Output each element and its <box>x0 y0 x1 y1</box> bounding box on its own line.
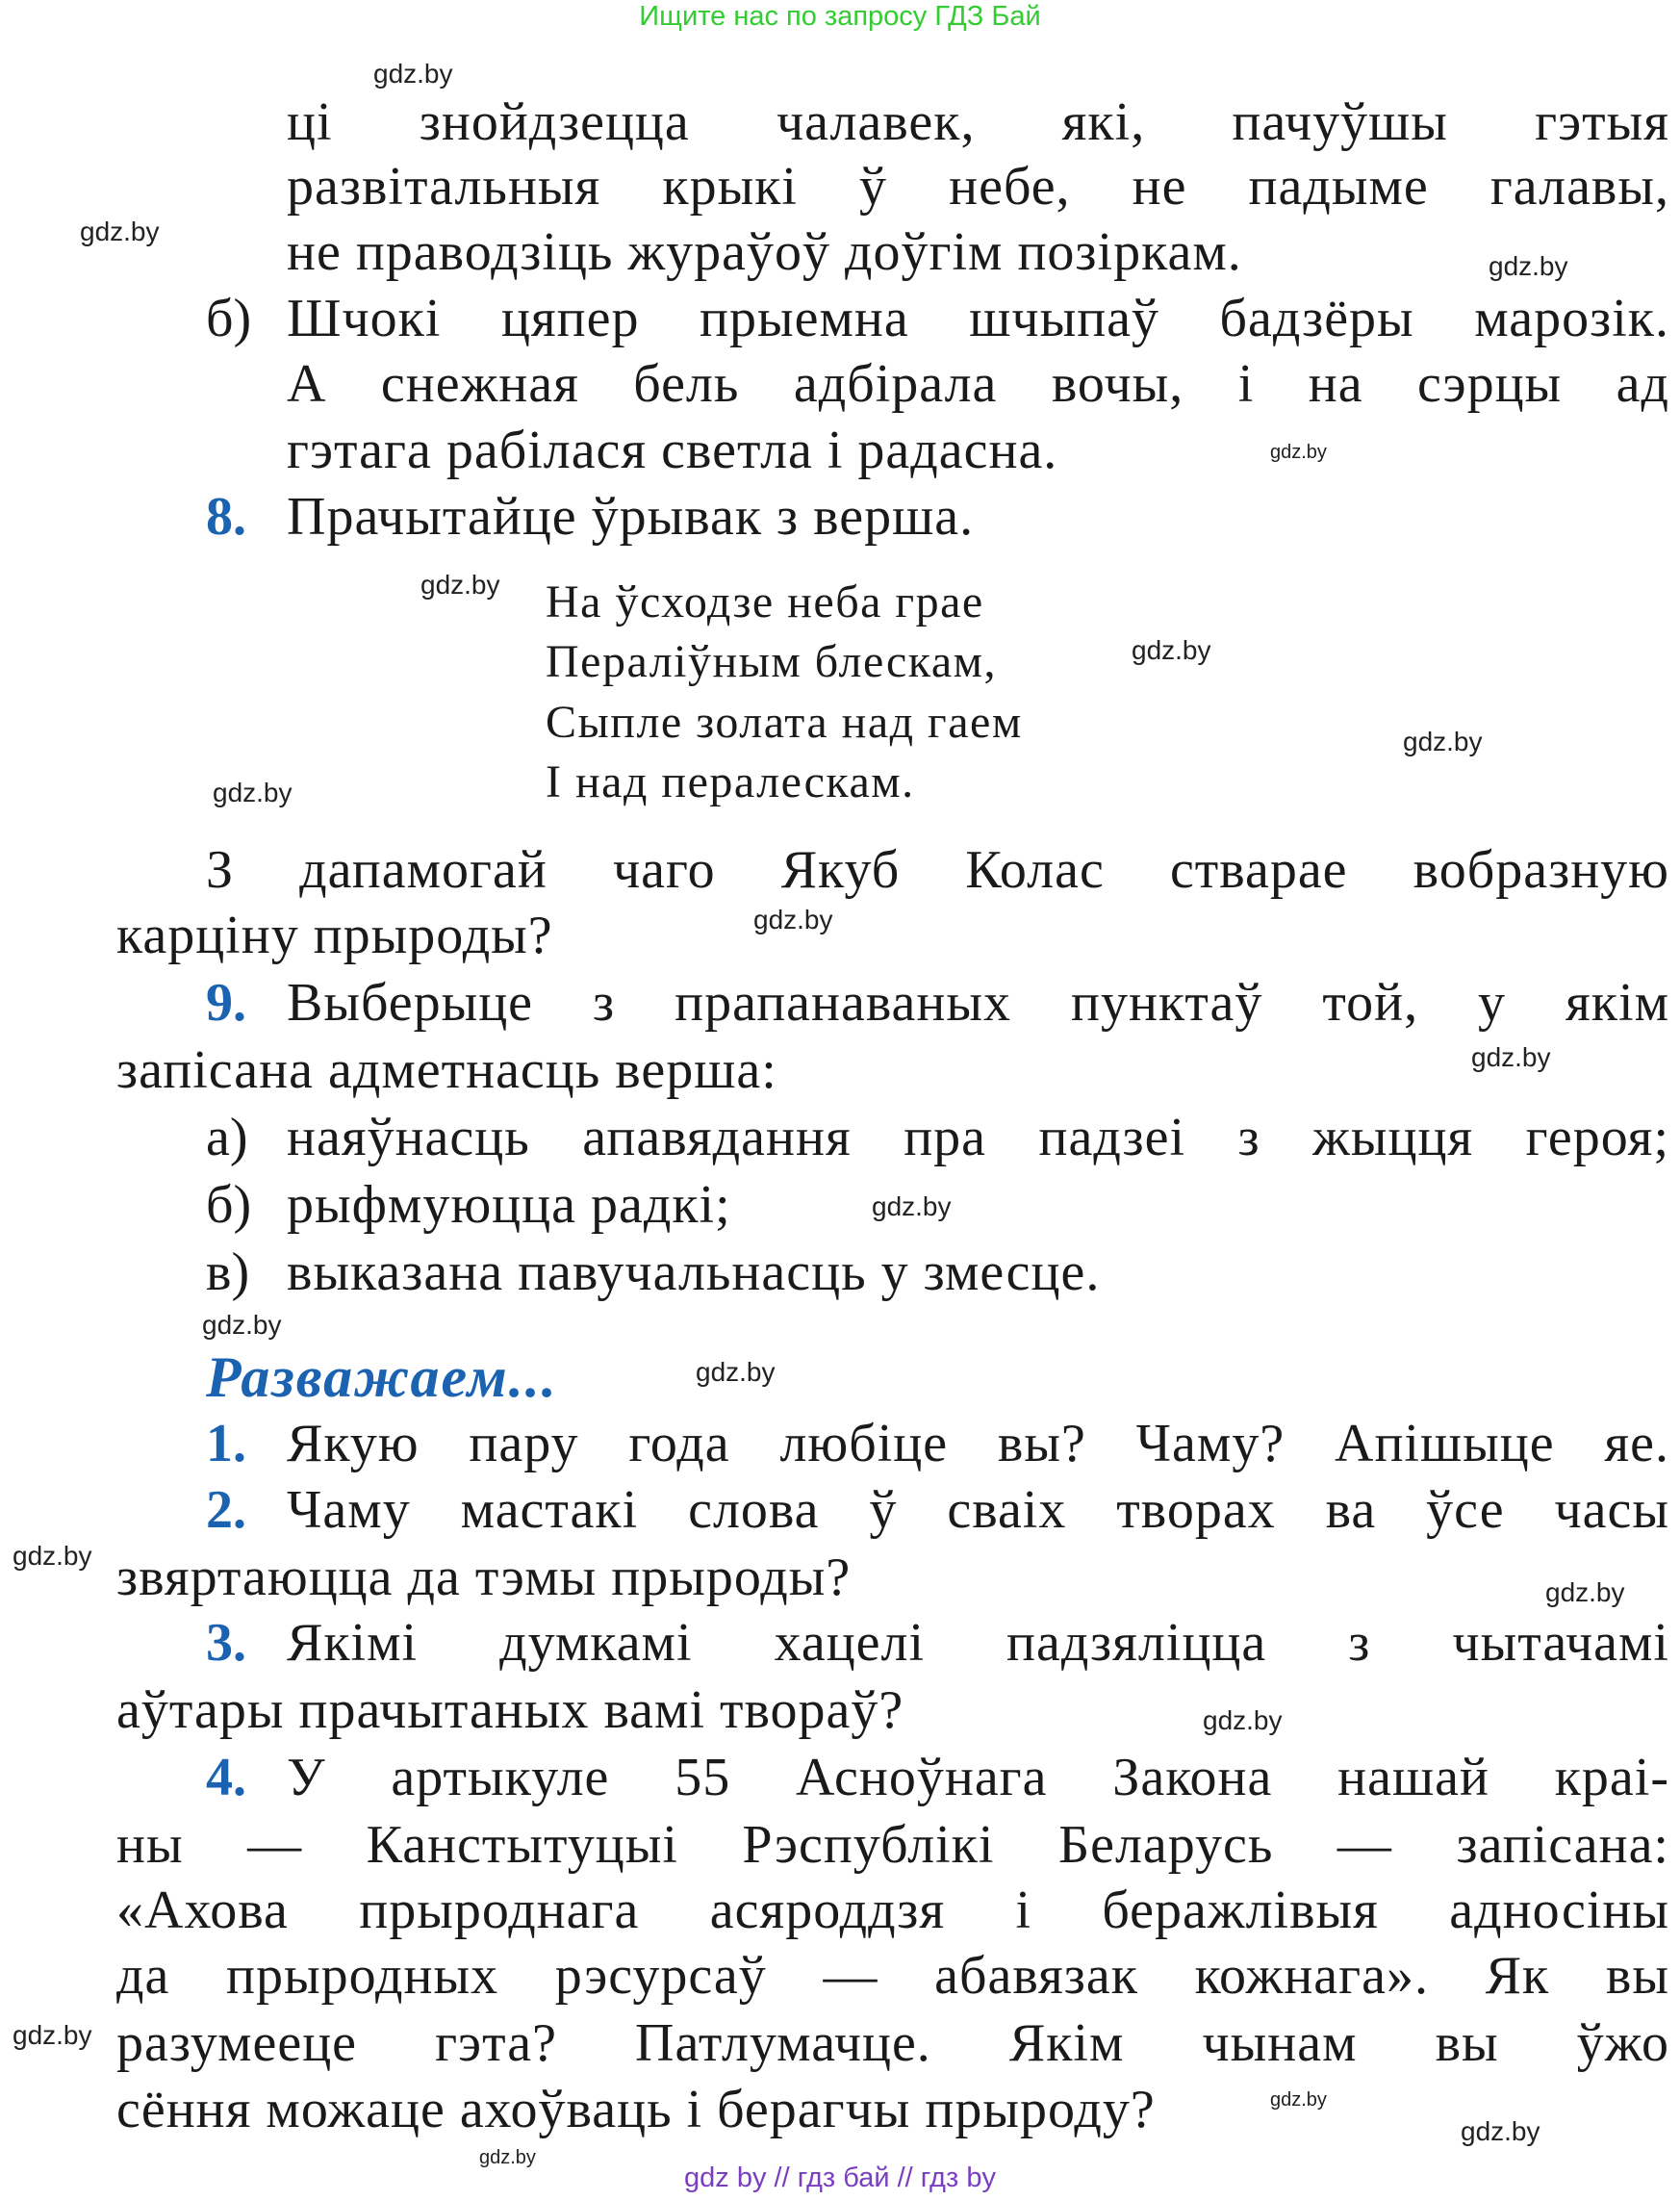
discuss-text: Якую пару года любіце вы? Чаму? Апішыце яе. <box>287 1414 1669 1473</box>
watermark: gdz.by <box>1270 2089 1327 2111</box>
option-text: выказана павучальнасць у змесце. <box>287 1242 1101 1302</box>
watermark: gdz.by <box>13 1541 92 1571</box>
discuss-text: разумееце гэта? Патлумачце. Якім чынам вы ўжо <box>116 2013 1669 2073</box>
discuss-text: Чаму мастакі слова ў сваіх творах ва ўсе часы <box>287 1480 1669 1540</box>
task-number-9: 9. <box>206 973 246 1033</box>
discuss-text: аўтары прачытаных вамі твораў? <box>116 1680 904 1740</box>
watermark: gdz.by <box>1471 1042 1551 1072</box>
task-8-text: Прачытайце ўрывак з верша. <box>287 487 975 547</box>
text-line: не праводзіць жураўоў доўгім позіркам. <box>287 222 1242 282</box>
option-label: а) <box>206 1108 248 1167</box>
discuss-number-2: 2. <box>206 1480 246 1540</box>
watermark: gdz.by <box>872 1191 952 1221</box>
watermark: gdz.by <box>373 59 453 89</box>
text-line: гэтага рабілася светла і радасна. <box>287 421 1058 480</box>
task-8-question: З дапамогай чаго Якуб Колас стварае вобразную <box>206 840 1669 900</box>
option-text: наяўнасць апавядання пра падзеі з жыцця героя; <box>287 1108 1669 1167</box>
watermark: gdz.by <box>1203 1705 1283 1735</box>
watermark: gdz.by <box>696 1357 776 1387</box>
discuss-text: ны — Канстытуцыі Рэспублікі Беларусь — запісана: <box>116 1815 1669 1875</box>
item-label: б) <box>206 289 252 348</box>
search-hint-banner: Ищите нас по запросу ГДЗ Бай <box>639 1 1041 32</box>
watermark: gdz.by <box>80 217 160 246</box>
watermark: gdz.by <box>1545 1577 1625 1607</box>
footer-watermark: gdz by // гдз бай // гдз by <box>684 2163 996 2193</box>
poem-line: Сыпле золата над гаем <box>546 697 1023 748</box>
watermark: gdz.by <box>753 905 833 934</box>
option-label: б) <box>206 1175 252 1235</box>
discuss-text: да прыродных рэсурсаў — абавязак кожнага». Як вы <box>116 1946 1669 2006</box>
watermark: gdz.by <box>13 2020 92 2050</box>
poem-line: І над пералескам. <box>546 756 915 807</box>
watermark: gdz.by <box>479 2147 536 2168</box>
text-line: А снежная бель адбірала вочы, і на сэрцы ад <box>287 354 1669 414</box>
watermark: gdz.by <box>213 778 293 807</box>
text-line: Шчокі цяпер прыемна шчыпаў бадзёры марозік. <box>287 289 1669 348</box>
watermark: gdz.by <box>1461 2116 1540 2146</box>
watermark: gdz.by <box>1489 251 1568 281</box>
option-text: рыфмуюцца радкі; <box>287 1175 731 1235</box>
discuss-text: У артыкуле 55 Асноўнага Закона нашай краі- <box>287 1748 1669 1807</box>
poem-line: Пераліўным блескам, <box>546 636 998 687</box>
task-9-text: Выберыце з прапанаваных пунктаў той, у якім <box>287 973 1669 1033</box>
watermark: gdz.by <box>202 1310 282 1340</box>
option-label: в) <box>206 1242 250 1302</box>
section-heading: Разважаем... <box>206 1345 558 1409</box>
discuss-number-3: 3. <box>206 1613 246 1673</box>
text-line: развітальныя крыкі ў небе, не падыме галавы, <box>287 157 1669 217</box>
task-8-question: карціну прыроды? <box>116 906 553 965</box>
discuss-text: звяртаюцца да тэмы прыроды? <box>116 1548 852 1607</box>
task-number-8: 8. <box>206 487 246 547</box>
discuss-number-4: 4. <box>206 1748 246 1807</box>
watermark: gdz.by <box>1270 442 1327 463</box>
task-9-text: запісана адметнасць верша: <box>116 1040 777 1100</box>
watermark: gdz.by <box>420 570 500 600</box>
watermark: gdz.by <box>1403 727 1483 756</box>
discuss-text: «Ахова прыроднага асяроддзя і беражлівыя адносіны <box>116 1881 1669 1940</box>
discuss-number-1: 1. <box>206 1414 246 1473</box>
discuss-text: Якімі думкамі хацелі падзяліцца з чытачамі <box>287 1613 1669 1673</box>
poem-line: На ўсходзе неба грае <box>546 576 984 627</box>
discuss-text: сёння можаце ахоўваць і берагчы прыроду? <box>116 2080 1156 2139</box>
text-line: ці знойдзецца чалавек, які, пачуўшы гэтыя <box>287 92 1669 152</box>
watermark: gdz.by <box>1132 635 1211 665</box>
